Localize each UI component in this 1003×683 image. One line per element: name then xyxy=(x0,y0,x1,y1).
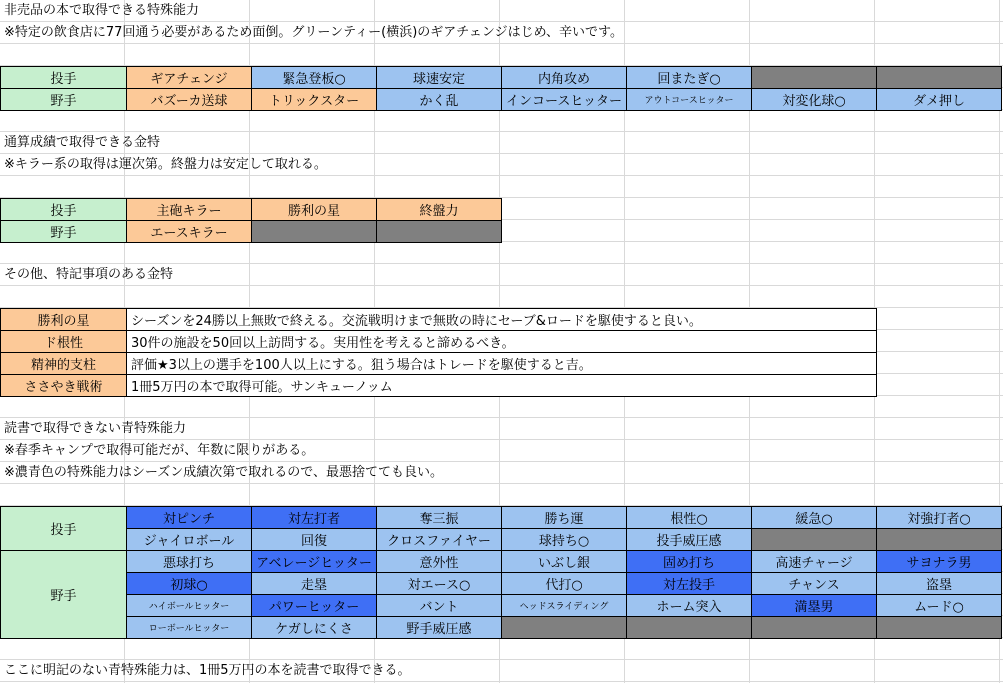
table-row xyxy=(1,507,1002,529)
empty-cell[interactable] xyxy=(502,617,627,639)
section1-note: ※特定の飲食店に77回通う必要があるため面倒。グリーンティー(横浜)のギアチェンジはじめ、辛いです。 xyxy=(4,25,624,40)
table-row xyxy=(1,573,1002,595)
ability-cell[interactable]: クロスファイヤー xyxy=(377,529,502,551)
section4-table xyxy=(0,506,1002,639)
table-row xyxy=(1,199,502,221)
ability-cell[interactable]: 悪球打ち xyxy=(127,551,252,573)
pitcher-label[interactable]: 投手 xyxy=(1,199,127,221)
ability-cell[interactable]: チャンス xyxy=(752,573,877,595)
ability-cell[interactable]: ハイボールヒッター xyxy=(127,595,252,617)
empty-cell[interactable] xyxy=(877,67,1002,89)
ability-cell[interactable]: トリックスター xyxy=(252,89,377,111)
ability-name[interactable]: ささやき戦術 xyxy=(1,375,127,397)
section2-title: 通算成績で取得できる金特 xyxy=(4,135,161,150)
ability-cell[interactable]: 根性○ xyxy=(627,507,752,529)
ability-cell[interactable]: 対左投手 xyxy=(627,573,752,595)
ability-description[interactable]: 評価★3以上の選手を100人以上にする。狙う場合はトレードを駆使すると吉。 xyxy=(127,353,877,375)
ability-cell[interactable]: ローボールヒッター xyxy=(127,617,252,639)
ability-cell[interactable]: 投手威圧感 xyxy=(627,529,752,551)
ability-cell[interactable]: 球速安定 xyxy=(377,67,502,89)
ability-description[interactable]: 30件の施設を50回以上訪問する。実用性を考えると諦めるべき。 xyxy=(127,331,877,353)
ability-cell[interactable]: アベレージヒッター xyxy=(252,551,377,573)
empty-cell[interactable] xyxy=(752,617,877,639)
ability-cell[interactable]: パワーヒッター xyxy=(252,595,377,617)
ability-name[interactable]: 勝利の星 xyxy=(1,309,127,331)
ability-cell[interactable]: 初球○ xyxy=(127,573,252,595)
ability-cell[interactable]: 意外性 xyxy=(377,551,502,573)
section2-note: ※キラー系の取得は運次第。終盤力は安定して取れる。 xyxy=(4,157,327,172)
ability-cell[interactable]: 対変化球○ xyxy=(752,89,877,111)
empty-cell[interactable] xyxy=(877,529,1002,551)
ability-cell[interactable]: 緊急登板○ xyxy=(252,67,377,89)
footer-note: ここに明記のない青特殊能力は、1冊5万円の本を読書で取得できる。 xyxy=(4,663,411,678)
empty-cell[interactable] xyxy=(877,617,1002,639)
section4-note2: ※濃青色の特殊能力はシーズン成績次第で取れるので、最悪捨てても良い。 xyxy=(4,465,443,480)
ability-cell[interactable]: エースキラー xyxy=(127,221,252,243)
section4-title: 読書で取得できない青特殊能力 xyxy=(4,421,187,436)
ability-cell[interactable]: 走塁 xyxy=(252,573,377,595)
ability-cell[interactable]: 高速チャージ xyxy=(752,551,877,573)
section4-note1: ※春季キャンプで取得可能だが、年数に限りがある。 xyxy=(4,443,315,458)
empty-cell[interactable] xyxy=(752,529,877,551)
table-row xyxy=(1,353,877,375)
table-row xyxy=(1,529,1002,551)
ability-cell[interactable]: 対強打者○ xyxy=(877,507,1002,529)
ability-cell[interactable]: 満塁男 xyxy=(752,595,877,617)
section3-table xyxy=(0,308,877,397)
ability-cell[interactable]: 緩急○ xyxy=(752,507,877,529)
ability-cell[interactable]: 球持ち○ xyxy=(502,529,627,551)
ability-cell[interactable]: 対エース○ xyxy=(377,573,502,595)
ability-cell[interactable]: 対ピンチ xyxy=(127,507,252,529)
empty-cell[interactable] xyxy=(752,67,877,89)
ability-name[interactable]: ド根性 xyxy=(1,331,127,353)
ability-cell[interactable]: 勝利の星 xyxy=(252,199,377,221)
pitcher-label[interactable]: 投手 xyxy=(1,507,127,551)
ability-cell[interactable]: ギアチェンジ xyxy=(127,67,252,89)
ability-cell[interactable]: ジャイロボール xyxy=(127,529,252,551)
ability-cell[interactable]: 固め打ち xyxy=(627,551,752,573)
table-row xyxy=(1,89,1002,111)
ability-cell[interactable]: 盗塁 xyxy=(877,573,1002,595)
ability-cell[interactable]: バズーカ送球 xyxy=(127,89,252,111)
table-row xyxy=(1,617,1002,639)
ability-cell[interactable]: 対左打者 xyxy=(252,507,377,529)
ability-cell[interactable]: ケガしにくさ xyxy=(252,617,377,639)
ability-cell[interactable]: 代打○ xyxy=(502,573,627,595)
ability-name[interactable]: 精神的支柱 xyxy=(1,353,127,375)
ability-cell[interactable]: 内角攻め xyxy=(502,67,627,89)
ability-cell[interactable]: 主砲キラー xyxy=(127,199,252,221)
section1-title: 非売品の本で取得できる特殊能力 xyxy=(4,3,200,18)
ability-cell[interactable]: インコースヒッター xyxy=(502,89,627,111)
ability-cell[interactable]: 野手威圧感 xyxy=(377,617,502,639)
fielder-label[interactable]: 野手 xyxy=(1,89,127,111)
table-row xyxy=(1,375,877,397)
table-row xyxy=(1,221,502,243)
empty-cell[interactable] xyxy=(627,617,752,639)
ability-cell[interactable]: 回またぎ○ xyxy=(627,67,752,89)
section3-title: その他、特記事項のある金特 xyxy=(4,267,174,282)
section2-table xyxy=(0,198,502,243)
ability-cell[interactable]: ムード○ xyxy=(877,595,1002,617)
pitcher-label[interactable]: 投手 xyxy=(1,67,127,89)
ability-cell[interactable]: サヨナラ男 xyxy=(877,551,1002,573)
ability-cell[interactable]: いぶし銀 xyxy=(502,551,627,573)
ability-cell[interactable]: アウトコースヒッター xyxy=(627,89,752,111)
table-row xyxy=(1,551,1002,573)
ability-cell[interactable]: 回復 xyxy=(252,529,377,551)
ability-cell[interactable]: ヘッドスライディング xyxy=(502,595,627,617)
table-row xyxy=(1,595,1002,617)
ability-cell[interactable]: ホーム突入 xyxy=(627,595,752,617)
ability-cell[interactable]: かく乱 xyxy=(377,89,502,111)
ability-description[interactable]: シーズンを24勝以上無敗で終える。交流戦明けまで無敗の時にセーブ&ロードを駆使すると良い。 xyxy=(127,309,877,331)
ability-cell[interactable]: 勝ち運 xyxy=(502,507,627,529)
empty-cell[interactable] xyxy=(377,221,502,243)
ability-cell[interactable]: 奪三振 xyxy=(377,507,502,529)
ability-cell[interactable]: ダメ押し xyxy=(877,89,1002,111)
empty-cell[interactable] xyxy=(252,221,377,243)
table-row xyxy=(1,309,877,331)
fielder-label[interactable]: 野手 xyxy=(1,551,127,639)
table-row xyxy=(1,331,877,353)
table-row xyxy=(1,67,1002,89)
fielder-label[interactable]: 野手 xyxy=(1,221,127,243)
section1-table xyxy=(0,66,1002,111)
ability-cell[interactable]: 終盤力 xyxy=(377,199,502,221)
ability-description[interactable]: 1冊5万円の本で取得可能。サンキューノッム xyxy=(127,375,877,397)
ability-cell[interactable]: バント xyxy=(377,595,502,617)
